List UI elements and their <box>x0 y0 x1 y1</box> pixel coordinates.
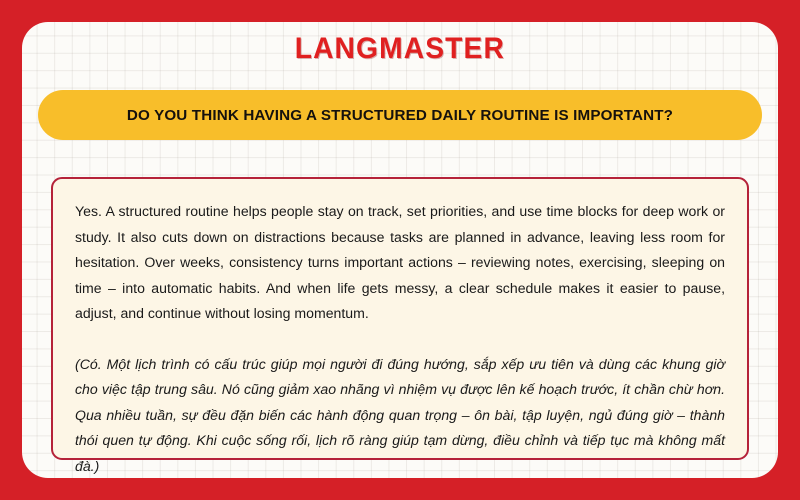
answer-english: Yes. A structured routine helps people stay on track, set priorities, and use time blocks for deep work or study. It also cuts down on distractions because tasks are planned in advance, leaving less room for hesitation. Over weeks, consistency turns important actions – reviewing notes, exercising, sleeping on time – into automatic habits. And when life gets messy, a clear schedule makes it easier to pause, adjust, and continue without losing momentum. <box>75 203 725 321</box>
question-title: DO YOU THINK HAVING A STRUCTURED DAILY ROUTINE IS IMPORTANT? <box>126 106 674 124</box>
card-inner-panel <box>22 22 778 478</box>
answer-box <box>51 177 749 474</box>
langmaster-logo-text: LANGMASTER <box>294 32 506 65</box>
question-banner <box>38 90 762 140</box>
brand-logo <box>22 32 778 66</box>
answer-vietnamese: (Có. Một lịch trình có cấu trúc giúp mọi người đi đúng hướng, sắp xếp ưu tiên và dùng các khung giờ cho việc tập trung sâu. Nó cũng giảm xao nhãng vì nhiệm vụ được lên kế hoạch trước, ít chần chừ hơn. Qua nhiều tuần, sự đều đặn biến các hành động quan trọng – ôn bài, tập luyện, ngủ đúng giờ – thành thói quen tự động. Khi cuộc sống rối, lịch rõ ràng giúp tạm dừng, điều chỉnh và tiếp tục mà không mất đà.) <box>75 355 725 474</box>
